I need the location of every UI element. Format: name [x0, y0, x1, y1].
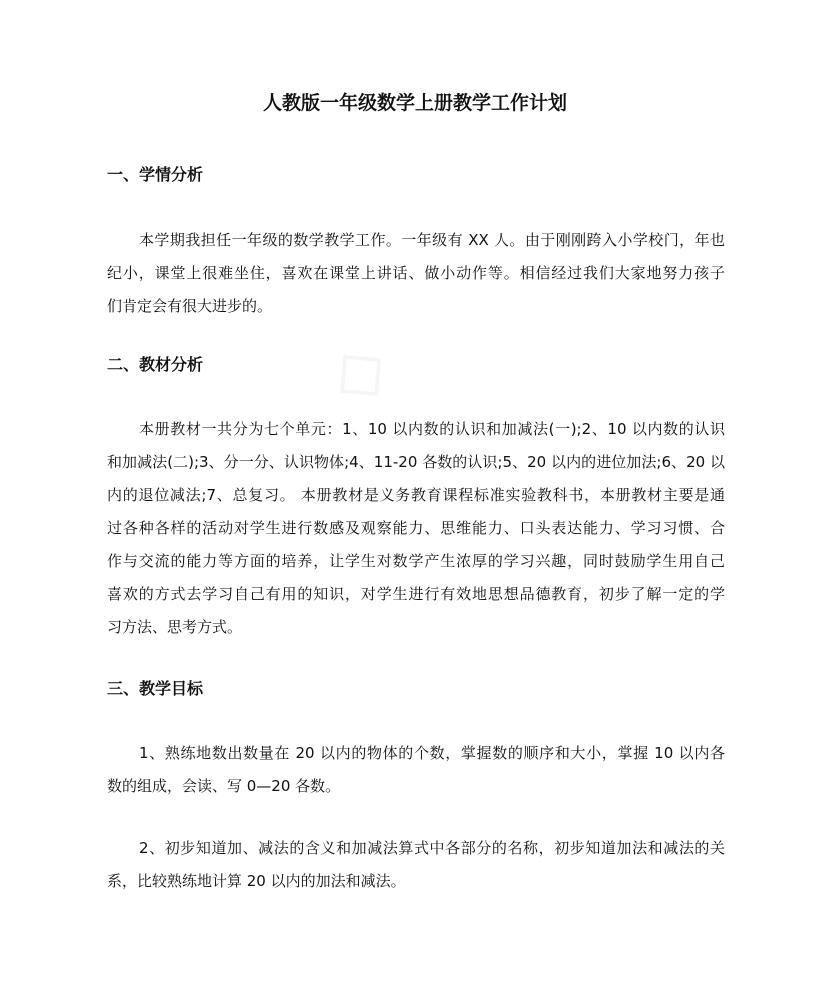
paragraph-line: 数的组成，会读、写 0—20 各数。 [107, 777, 341, 795]
section-heading-1: 一、学情分析 [107, 165, 204, 184]
paragraph-line: 2、初步知道加、减法的含义和加减法算式中各部分的名称，初步知道加法和减法的关 [139, 839, 725, 857]
paragraph-line: 系，比较熟练地计算 20 以内的加法和减法。 [107, 872, 406, 890]
paragraph-line: 内的退位减法;7、总复习。 本册教材是义务教育课程标准实验教科书，本册教材主要是通 [107, 486, 725, 504]
paragraph-line: 习方法、思考方式。 [107, 618, 243, 636]
section-heading-2: 二、教材分析 [107, 355, 204, 374]
paragraph-line: 们肯定会有很大进步的。 [107, 297, 273, 315]
paragraph-line: 本册教材一共分为七个单元：1、10 以内数的认识和加减法(一);2、10 以内数的认识 [139, 420, 725, 438]
watermark [310, 322, 404, 419]
document-title: 人教版一年级数学上册教学工作计划 [262, 92, 567, 114]
paragraph-line: 本学期我担任一年级的数学教学工作。一年级有 XX 人。由于刚刚跨入小学校门，年也 [139, 231, 725, 249]
paragraph-line: 过各种各样的活动对学生进行数感及观察能力、思维能力、口头表达能力、学习习惯、合 [107, 519, 725, 537]
paragraph-line: 喜欢的方式去学习自己有用的知识，对学生进行有效地思想品德教育，初步了解一定的学 [107, 585, 725, 603]
section-heading-3: 三、教学目标 [107, 679, 204, 698]
paragraph-line: 作与交流的能力等方面的培养，让学生对数学产生浓厚的学习兴趣，同时鼓励学生用自己 [107, 552, 725, 570]
paragraph-line: 1、熟练地数出数量在 20 以内的物体的个数，掌握数的顺序和大小，掌握 10 以内各 [139, 744, 725, 762]
paragraph-line: 纪小，课堂上很难坐住，喜欢在课堂上讲话、做小动作等。相信经过我们大家地努力孩子 [107, 264, 725, 282]
paragraph-line: 和加减法(二);3、分一分、认识物体;4、11-20 各数的认识;5、20 以内的进位加法;6、20 以 [107, 453, 725, 471]
